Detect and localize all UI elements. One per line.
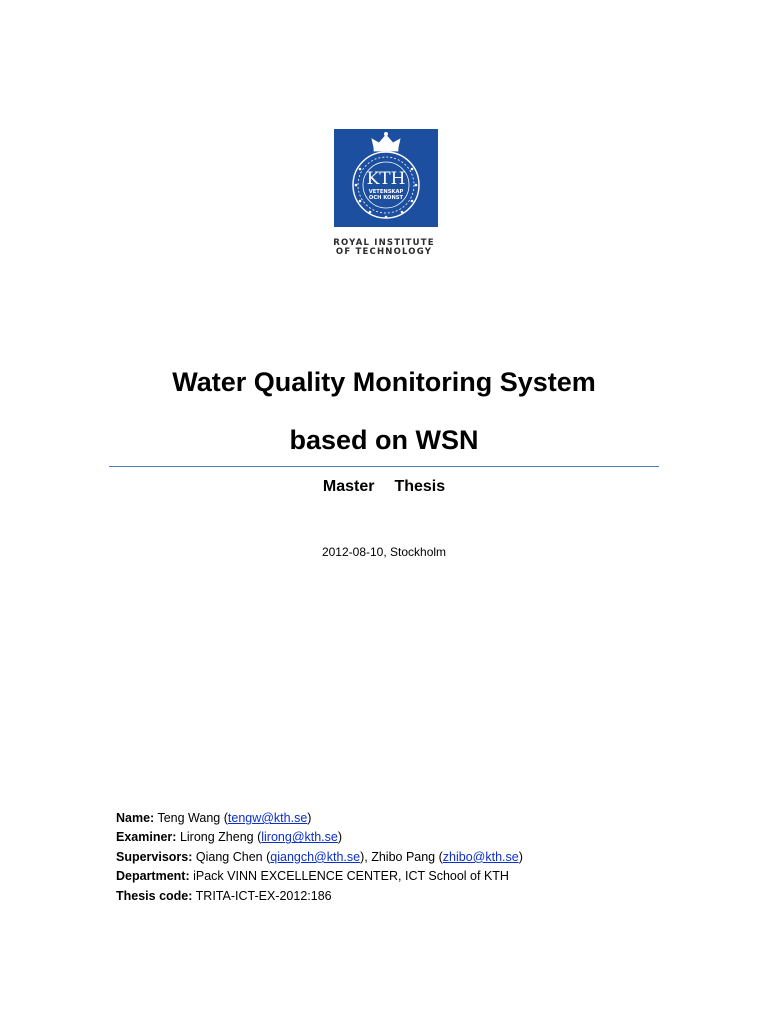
examiner-email-link[interactable]: lirong@kth.se: [261, 830, 338, 845]
info-row-name: Name: Teng Wang (tengw@kth.se): [116, 811, 312, 825]
kth-motto-line-2: OCH KONST: [368, 195, 404, 201]
name-value: Teng Wang: [157, 811, 221, 825]
thesis-code-label: Thesis code:: [116, 888, 193, 903]
thesis-info: [116, 809, 716, 906]
document-subtitle: [0, 477, 768, 497]
name-label: Name:: [116, 811, 155, 825]
kth-motto-line-1: VETENSKAP: [368, 189, 404, 195]
institute-name-line-1: ROYAL INSTITUTE: [333, 238, 435, 248]
supervisors-label: Supervisors:: [116, 849, 193, 864]
subtitle-word-master: Master: [322, 478, 375, 495]
title-divider: [109, 466, 659, 467]
subtitle-word-thesis: Thesis: [394, 478, 446, 495]
document-title-line-2: based on WSN: [289, 425, 479, 455]
name-email-link[interactable]: tengw@kth.se: [227, 811, 308, 825]
institute-name-line-2: OF TECHNOLOGY: [335, 247, 433, 257]
supervisor-2-email-link[interactable]: zhibo@kth.se: [442, 849, 519, 864]
department-value: iPack VINN EXCELLENCE CENTER, ICT School of KTH: [193, 869, 509, 884]
department-label: Department:: [116, 869, 190, 884]
examiner-label: Examiner:: [116, 830, 177, 845]
kth-logo: [334, 129, 438, 227]
document-title-line-1: Water Quality Monitoring System: [172, 367, 596, 397]
kth-seal-icon: [334, 129, 438, 227]
kth-logo-text: KTH: [366, 169, 406, 189]
supervisor-2-value: Zhibo Pang: [371, 849, 436, 864]
info-row-department: [116, 867, 716, 886]
thesis-code-value: TRITA-ICT-EX-2012:186: [195, 888, 332, 903]
info-row-supervisors: Supervisors: Qiang Chen (qiangch@kth.se), Zhibo Pang (zhibo@kth.se): [116, 849, 523, 864]
examiner-value: Lirong Zheng: [179, 830, 254, 845]
supervisor-1-email-link[interactable]: qiangch@kth.se: [270, 849, 361, 864]
info-row-examiner: Examiner: Lirong Zheng (lirong@kth.se): [116, 830, 343, 845]
document-date: 2012-08-10, Stockholm: [321, 545, 447, 559]
info-row-thesis-code: [116, 887, 716, 906]
supervisor-1-value: Qiang Chen: [195, 849, 263, 864]
